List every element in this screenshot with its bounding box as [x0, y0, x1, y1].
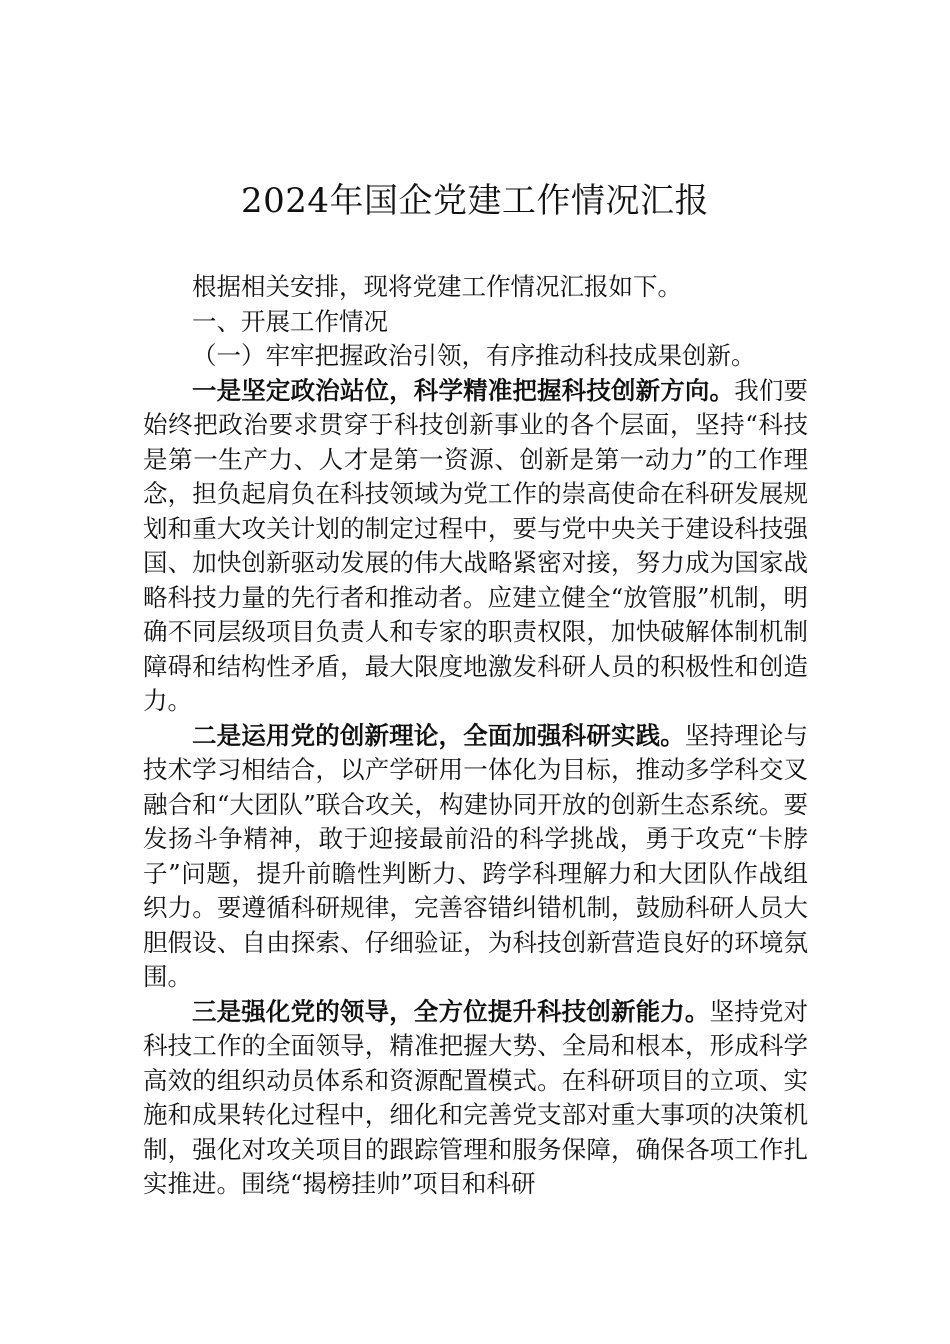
body-paragraph-2 — [143, 719, 808, 995]
paragraph-lead: 二是运用党的创新理论，全面加强科研实践。 — [192, 720, 685, 750]
paragraph-lead: 一是坚定政治站位，科学精准把握科技创新方向。 — [192, 375, 735, 405]
section-heading: 一、开展工作情况 — [192, 306, 388, 336]
document-body — [143, 270, 808, 1202]
paragraph-text: 坚持党对科技工作的全面领导，精准把握大势、全局和根本，形成科学高效的组织动员体系和资源配置模式。在科研项目的立项、实施和成果转化过程中，细化和完善党支部对重大事项的决策机制，强化对攻关项目的跟踪管理和服务保障，确保各项工作扎实推进。围绕“揭榜挂帅”项目和科研 — [143, 996, 808, 1198]
paragraph-lead: 三是强化党的领导，全方位提升科技创新能力。 — [192, 996, 710, 1026]
body-paragraph-3 — [143, 995, 808, 1202]
paragraph-text: 坚持理论与技术学习相结合，以产学研用一体化为目标，推动多学科交叉融合和“大团队”联合攻关，构建协同开放的创新生态系统。要发扬斗争精神，敢于迎接最前沿的科学挑战，勇于攻克“卡脖子”问题，提升前瞻性判断力、跨学科理解力和大团队作战组织力。要遵循科研规律，完善容错纠错机制，鼓励科研人员大胆假设、自由探索、仔细验证，为科技创新营造良好的环境氛围。 — [143, 720, 809, 991]
subsection-heading: （一）牢牢把握政治引领，有序推动科技成果创新。 — [192, 341, 756, 370]
document-title: 2024年国企党建工作情况汇报 — [240, 181, 710, 221]
body-paragraph-1 — [143, 374, 808, 719]
paragraph-text: 我们要始终把政治要求贯穿于科技创新事业的各个层面，坚持“科技是第一生产力、人才是第一资源、创新是第一动力”的工作理念，担负起肩负在科技领域为党工作的崇高使命在科研发展规划和重大攻关计划的制定过程中，要与党中央关于建设科技强国、加快创新驱动发展的伟大战略紧密对接，努力成为国家战略科技力量的先行者和推动者。应建立健全“放管服”机制，明确不同层级项目负责人和专家的职责权限，加快破解体制机制障碍和结构性矛盾，最大限度地激发科研人员的积极性和创造力。 — [143, 375, 809, 715]
intro-paragraph: 根据相关安排，现将党建工作情况汇报如下。 — [192, 272, 682, 301]
